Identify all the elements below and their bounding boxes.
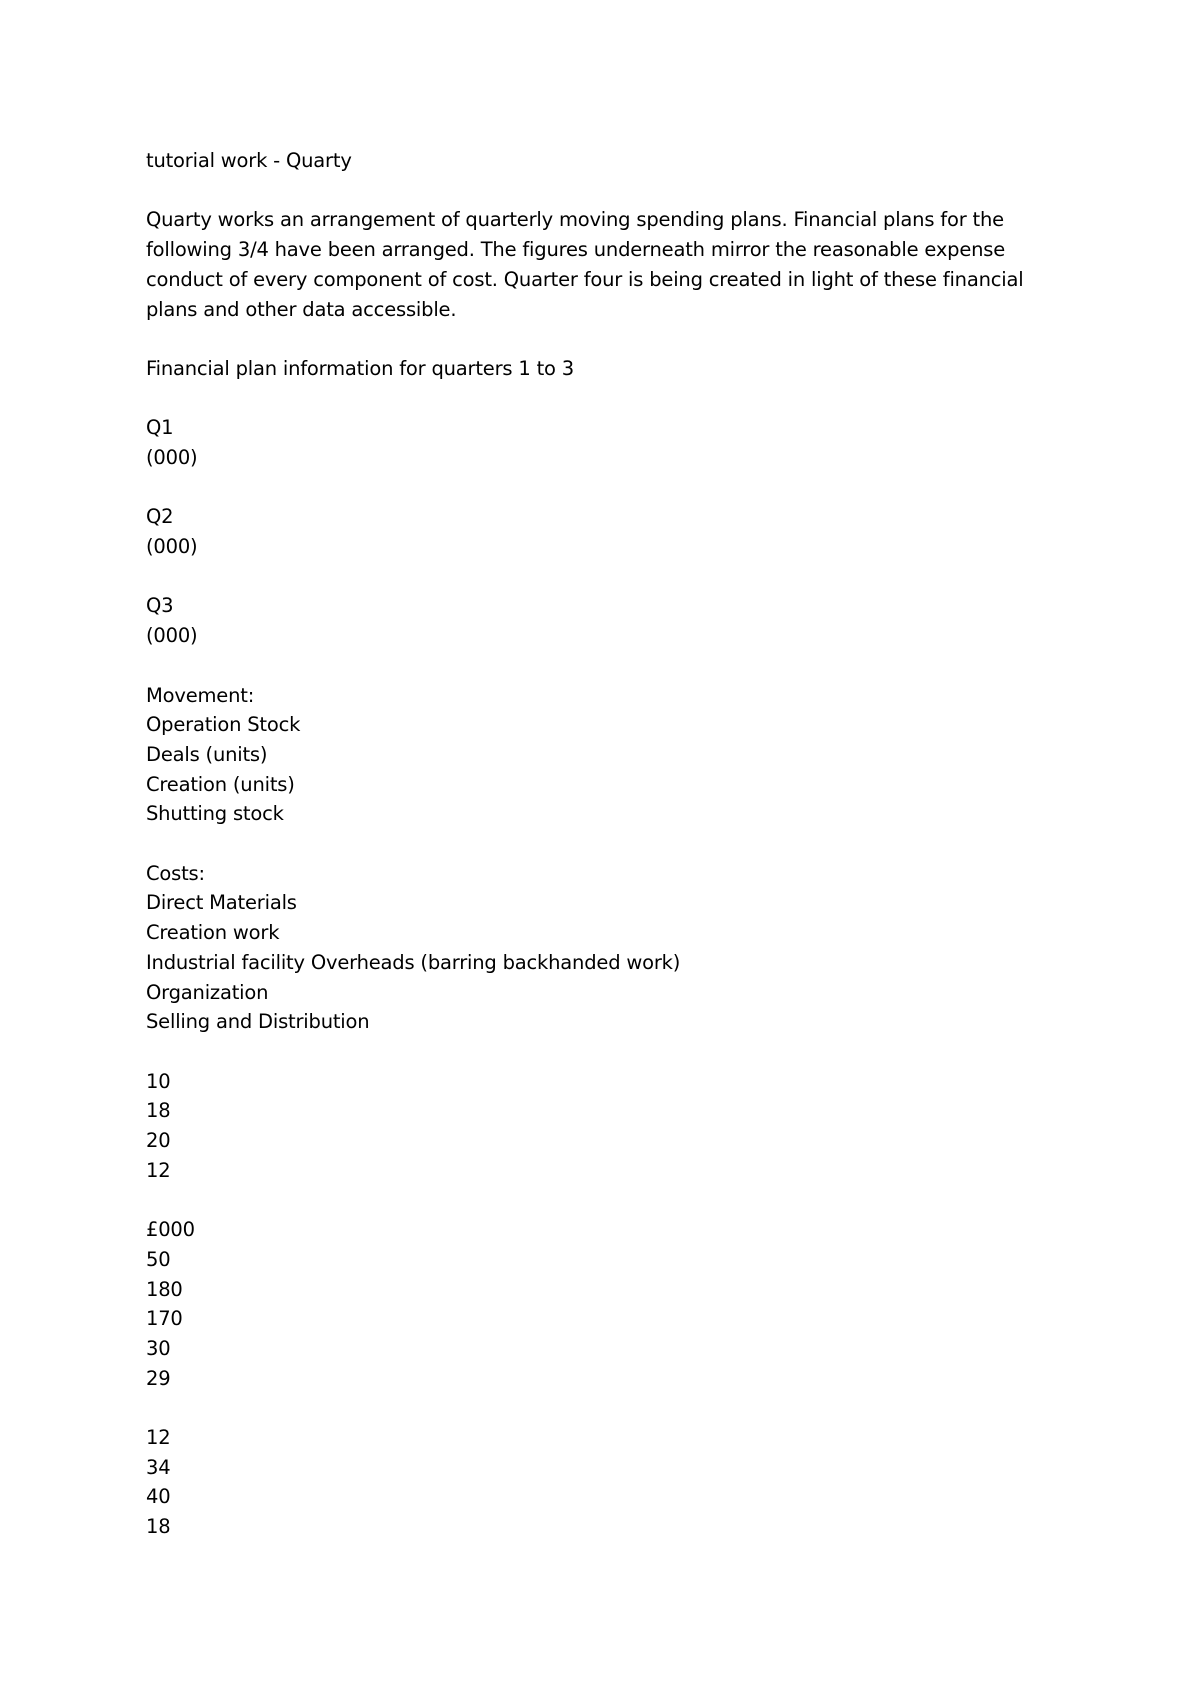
- movement-heading: Movement:: [146, 683, 255, 707]
- quarter-unit: (000): [146, 445, 198, 469]
- quarter-unit: (000): [146, 624, 198, 648]
- section-heading: Financial plan information for quarters 1 to 3: [146, 356, 574, 380]
- quarter-unit: (000): [146, 535, 198, 559]
- values-group-2: [146, 1215, 1066, 1393]
- quarter-label: Q2: [146, 505, 174, 529]
- value: 50: [146, 1247, 171, 1271]
- movement-item: Shutting stock: [146, 802, 284, 826]
- value: 34: [146, 1455, 171, 1479]
- movement-item: Creation (units): [146, 772, 295, 796]
- value: 170: [146, 1307, 183, 1331]
- value: 12: [146, 1158, 171, 1182]
- document-content: [146, 146, 1066, 1542]
- intro-line: conduct of every component of cost. Quarter four is being created in light of these financial: [146, 267, 1024, 291]
- values-group-3: [146, 1423, 1066, 1542]
- value: 18: [146, 1099, 171, 1123]
- intro-line: following 3/4 have been arranged. The figures underneath mirror the reasonable expense: [146, 238, 1006, 262]
- movement-item: Deals (units): [146, 742, 268, 766]
- quarter-q3: [146, 591, 1066, 650]
- intro-paragraph: [146, 205, 1066, 324]
- cost-item: Selling and Distribution: [146, 1010, 370, 1034]
- value: 10: [146, 1069, 171, 1093]
- movement-item: Operation Stock: [146, 713, 301, 737]
- document-title: tutorial work - Quarty: [146, 149, 352, 172]
- cost-item: Creation work: [146, 921, 280, 945]
- currency-label: £000: [146, 1218, 195, 1242]
- movement-section: [146, 681, 1066, 830]
- quarter-label: Q3: [146, 594, 174, 618]
- value: 29: [146, 1366, 171, 1390]
- cost-item: Industrial facility Overheads (barring backhanded work): [146, 950, 681, 974]
- costs-heading: Costs:: [146, 861, 205, 885]
- costs-section: [146, 859, 1066, 1037]
- intro-line: Quarty works an arrangement of quarterly moving spending plans. Financial plans for the: [146, 208, 1004, 232]
- quarter-q1: [146, 413, 1066, 472]
- value: 12: [146, 1426, 171, 1450]
- value: 18: [146, 1515, 171, 1539]
- cost-item: Direct Materials: [146, 891, 297, 915]
- values-group-1: [146, 1067, 1066, 1186]
- value: 180: [146, 1277, 183, 1301]
- value: 20: [146, 1129, 171, 1153]
- intro-line: plans and other data accessible.: [146, 297, 457, 321]
- value: 40: [146, 1485, 171, 1509]
- cost-item: Organization: [146, 980, 269, 1004]
- quarter-q2: [146, 502, 1066, 561]
- quarter-label: Q1: [146, 416, 174, 440]
- value: 30: [146, 1336, 171, 1360]
